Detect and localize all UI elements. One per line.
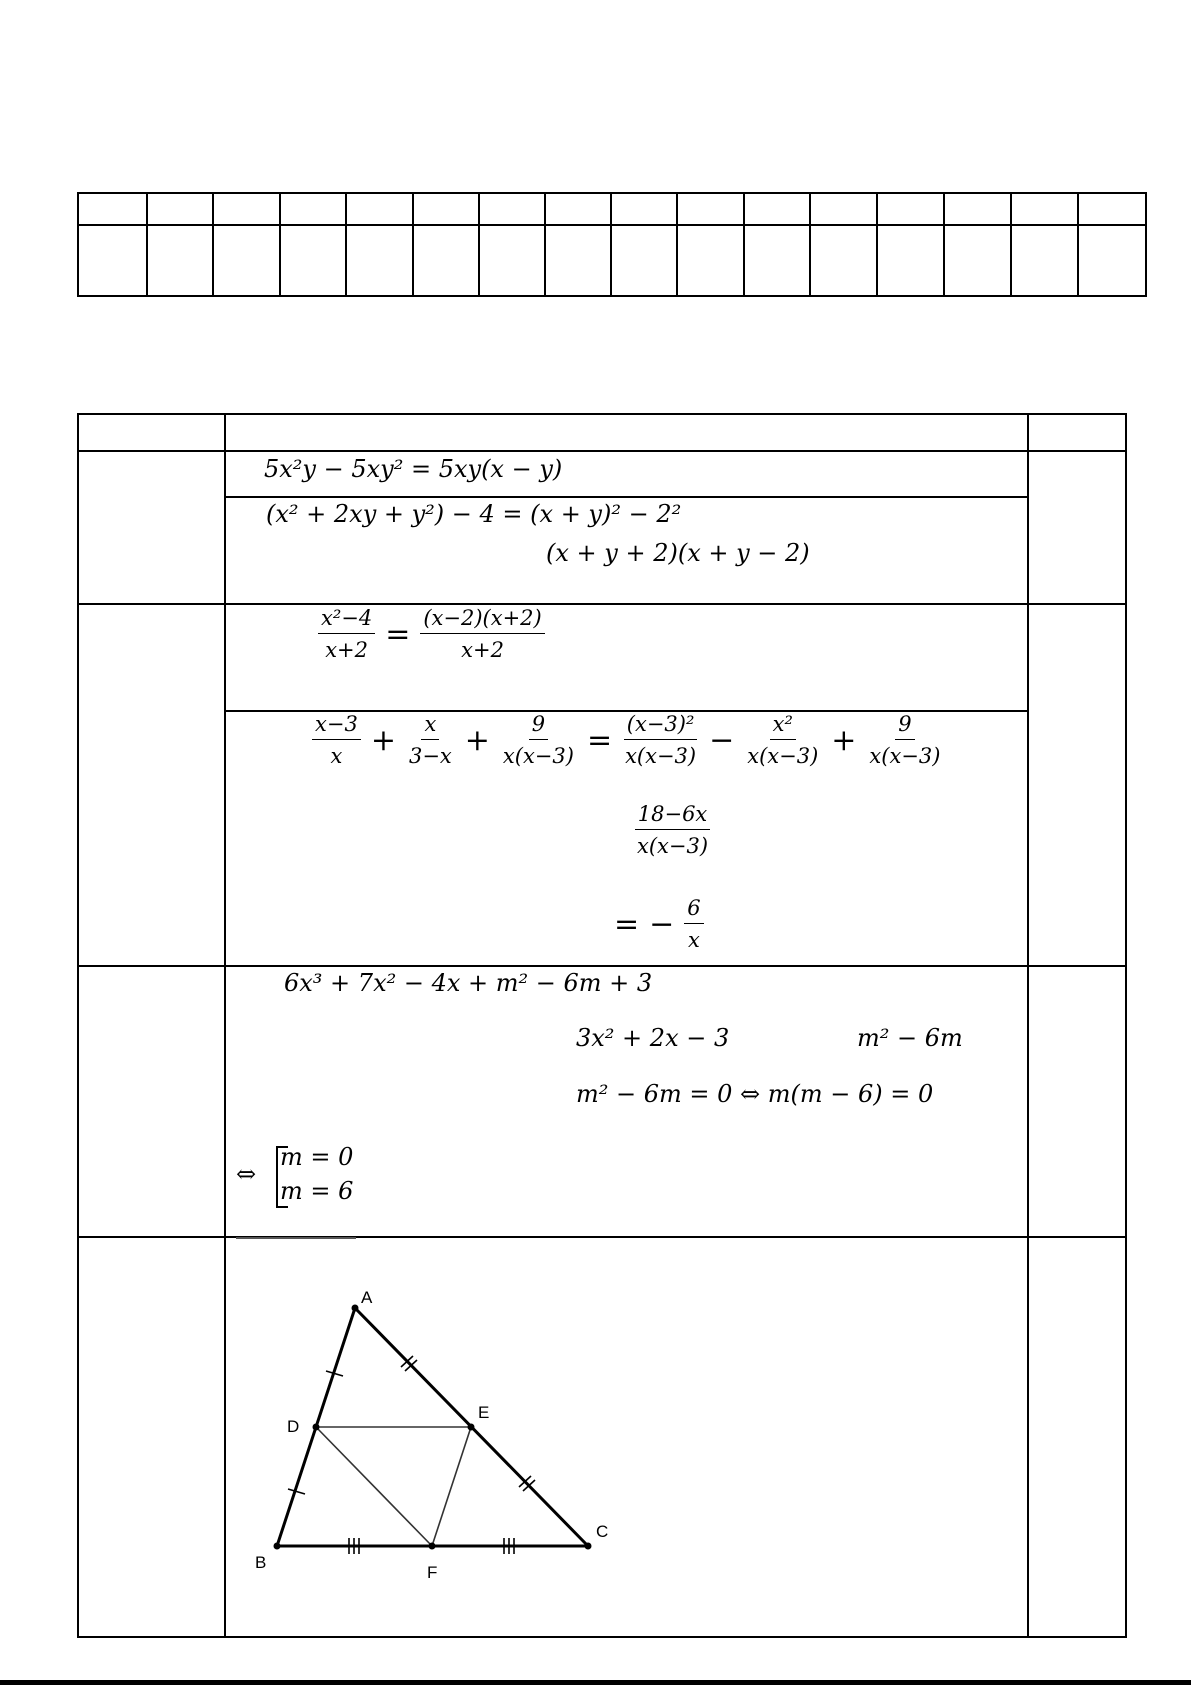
r2a-equation <box>318 608 545 661</box>
numerator: (x−2)(x+2) <box>420 608 544 634</box>
grid-col-line <box>676 192 678 297</box>
minus-sign: − <box>709 722 735 758</box>
figure-top-mark <box>236 1237 356 1239</box>
fraction <box>744 714 821 767</box>
table-right-border <box>1125 413 1127 1638</box>
r3-remainder: m² − 6m <box>857 1024 963 1052</box>
label-b: B <box>255 1553 267 1572</box>
grid-mid-border <box>77 224 1147 226</box>
grid-col-line <box>876 192 878 297</box>
grid-col-line <box>809 192 811 297</box>
grid-col-line <box>412 192 414 297</box>
question-col-divider <box>224 413 226 1638</box>
denominator: x <box>330 744 343 768</box>
row-divider <box>77 965 1127 967</box>
point-a <box>352 1305 359 1312</box>
grid-col-line <box>1010 192 1012 297</box>
r3-quotient: 3x² + 2x − 3 <box>576 1024 730 1052</box>
table-bottom-border <box>77 1636 1127 1638</box>
label-d: D <box>287 1417 300 1436</box>
grid-top-border <box>77 192 1147 194</box>
r1-group-line: (x² + 2xy + y²) − 4 = (x + y)² − 2² <box>266 500 682 528</box>
grid-col-line <box>345 192 347 297</box>
case-row: m = 6 <box>280 1177 354 1205</box>
fraction <box>420 608 544 661</box>
r1-result-line: (x + y + 2)(x + y − 2) <box>546 539 810 567</box>
fraction <box>684 898 703 951</box>
plus-sign: + <box>464 722 490 758</box>
fraction <box>622 714 699 767</box>
denominator: x(x−3) <box>869 744 941 768</box>
denominator: x(x−3) <box>637 834 709 858</box>
denominator: x(x−3) <box>625 744 697 768</box>
grid-col-line <box>943 192 945 297</box>
point-e <box>468 1424 475 1431</box>
denominator: x+2 <box>325 638 369 662</box>
numerator: x <box>421 714 439 740</box>
points-col-divider <box>1027 413 1029 1638</box>
r3-dividend: 6x³ + 7x² − 4x + m² − 6m + 3 <box>284 969 653 997</box>
segment-df <box>316 1427 432 1546</box>
grid-col-line <box>77 192 79 297</box>
numerator: (x−3)² <box>624 714 698 740</box>
equals-sign: = <box>614 906 640 942</box>
label-e: E <box>478 1403 490 1422</box>
equals-sign: = <box>586 722 613 758</box>
subrow-divider <box>225 496 1028 498</box>
point-c <box>585 1543 592 1550</box>
triangle-figure <box>240 1270 640 1600</box>
denominator: x(x−3) <box>747 744 819 768</box>
plus-sign: + <box>370 722 396 758</box>
page-footer-rule <box>0 1680 1191 1685</box>
table-left-border <box>77 413 79 1638</box>
point-b <box>274 1543 281 1550</box>
grid-col-line <box>610 192 612 297</box>
fraction <box>866 714 943 767</box>
numerator: 18−6x <box>635 804 711 830</box>
denominator: x+2 <box>461 638 504 662</box>
segment-ef <box>432 1427 471 1546</box>
row-divider <box>77 1236 1127 1238</box>
r2b-final-result <box>604 898 704 951</box>
minus-sign: − <box>649 906 675 942</box>
fraction <box>500 714 577 767</box>
fraction <box>634 804 711 857</box>
fraction <box>312 714 361 767</box>
numerator: x−3 <box>312 714 361 740</box>
grid-col-line <box>544 192 546 297</box>
grid-bottom-border <box>77 295 1147 297</box>
grid-col-line <box>743 192 745 297</box>
label-f: F <box>427 1563 438 1582</box>
denominator: x(x−3) <box>502 744 574 768</box>
case-row: m = 0 <box>280 1143 354 1171</box>
numerator: 6 <box>684 898 703 924</box>
fraction <box>318 608 375 661</box>
denominator: x <box>688 928 700 952</box>
r2b-combined-fraction <box>634 804 711 857</box>
equivalence-symbol: ⇔ <box>236 1160 257 1188</box>
point-f <box>429 1543 436 1550</box>
row-divider <box>77 603 1127 605</box>
label-c: C <box>596 1522 609 1541</box>
grid-col-line <box>279 192 281 297</box>
r3-condition-equation: m² − 6m = 0 ⇔ m(m − 6) = 0 <box>576 1080 934 1108</box>
header-bottom-border <box>77 450 1127 452</box>
numerator: 9 <box>895 714 914 740</box>
equals-sign: = <box>385 616 411 652</box>
table-top-border <box>77 413 1127 415</box>
grid-col-line <box>478 192 480 297</box>
denominator: 3−x <box>408 744 452 768</box>
grid-col-line <box>146 192 148 297</box>
numerator: x² <box>770 714 796 740</box>
grid-col-line <box>212 192 214 297</box>
label-a: A <box>361 1288 373 1307</box>
midsegments <box>316 1427 471 1546</box>
r2b-equation <box>312 714 943 767</box>
grid-col-line <box>1077 192 1079 297</box>
numerator: 9 <box>529 714 548 740</box>
point-d <box>313 1424 320 1431</box>
plus-sign: + <box>831 722 857 758</box>
grid-col-line <box>1145 192 1147 297</box>
r1-factor-line: 5x²y − 5xy² = 5xy(x − y) <box>264 455 563 483</box>
fraction <box>406 714 455 767</box>
numerator: x²−4 <box>318 608 375 634</box>
